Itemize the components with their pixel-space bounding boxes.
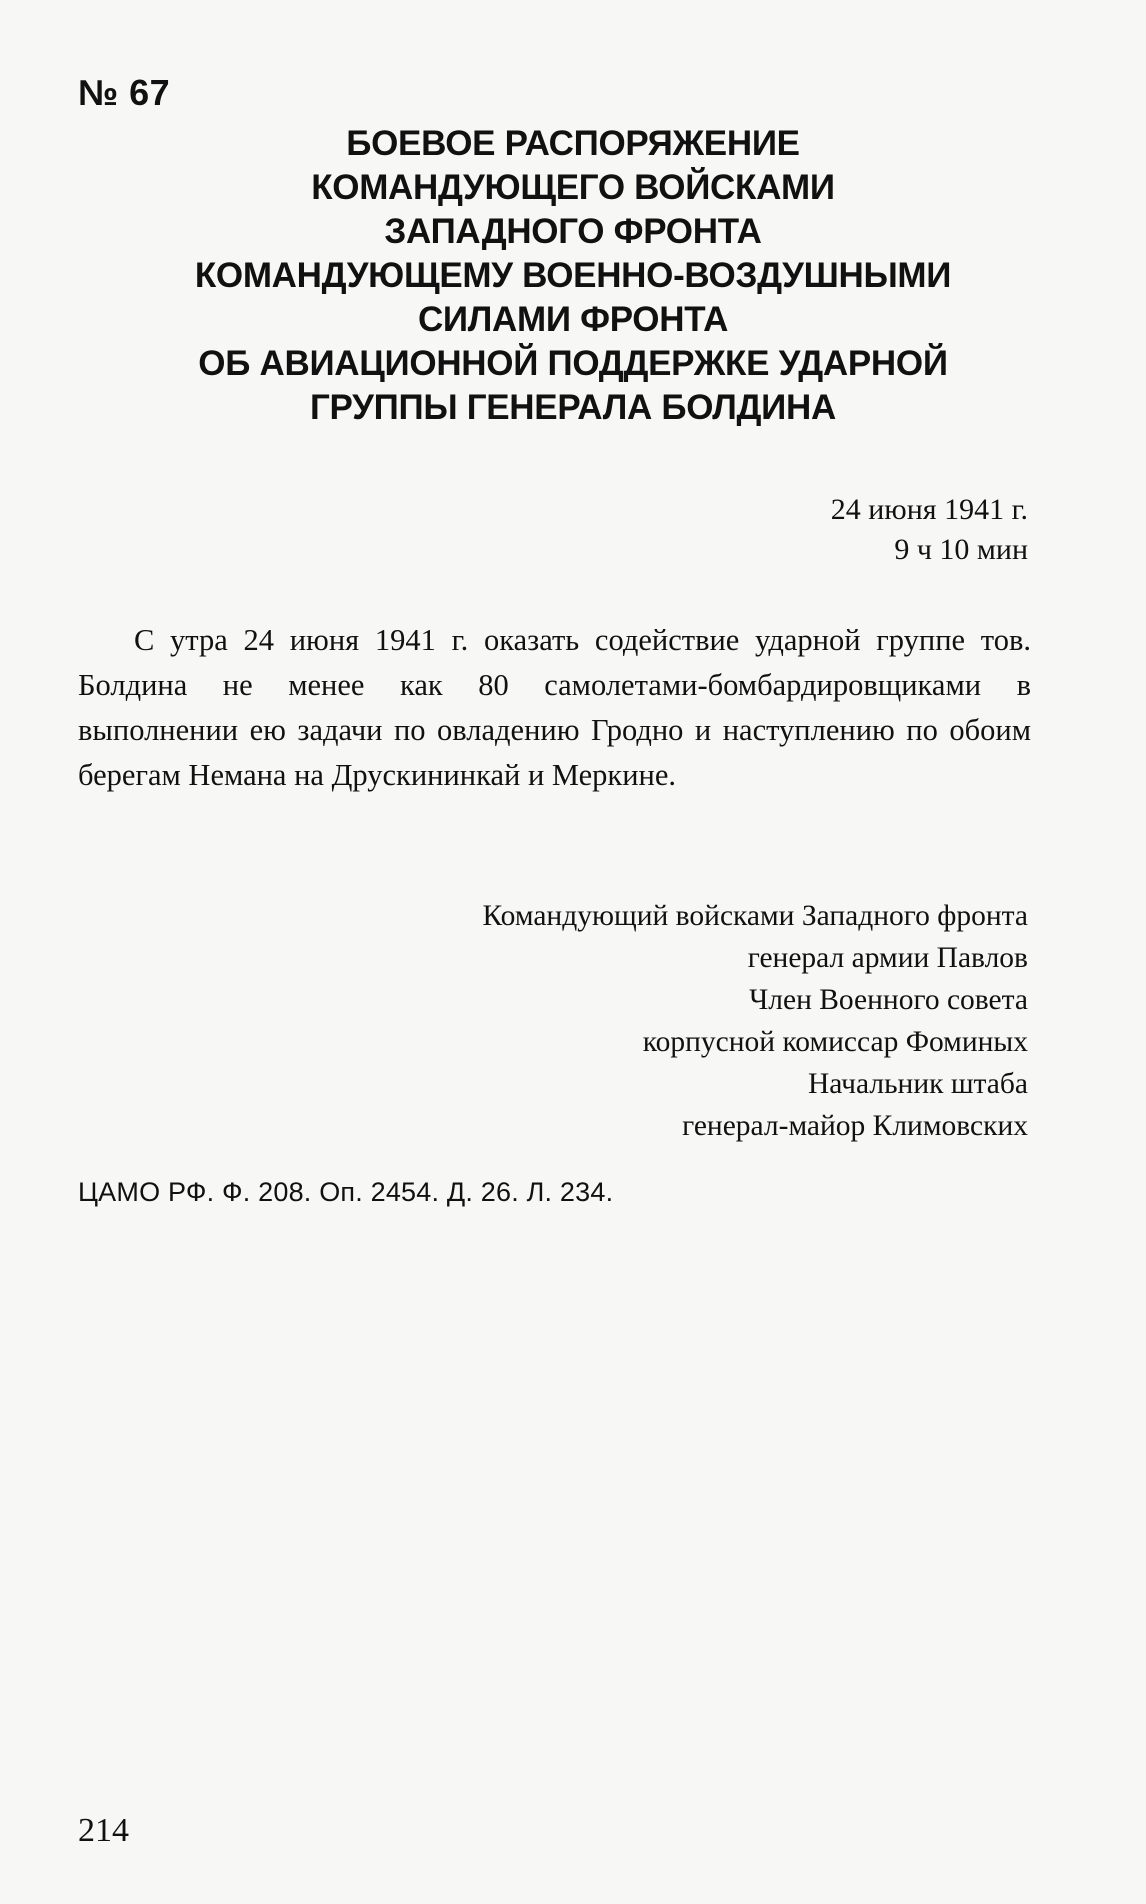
title-line: ОБ АВИАЦИОННОЙ ПОДДЕРЖКЕ УДАРНОЙ bbox=[198, 344, 948, 383]
title-line: БОЕВОЕ РАСПОРЯЖЕНИЕ bbox=[346, 124, 800, 163]
document-title bbox=[100, 122, 1046, 430]
signature-line: генерал-майор Климовских bbox=[682, 1110, 1028, 1142]
order-body-text: С утра 24 июня 1941 г. оказать содействие ударной группе тов. Болдина не менее как 80 самолетами-бомбардировщиками в выполнении ею задачи по овладению Гродно и наступлению по обоим берегам Немана на Друскининкай и Меркине. bbox=[78, 623, 1031, 792]
document-number: № 67 bbox=[78, 72, 171, 113]
date-time-block bbox=[831, 490, 1028, 570]
document-date: 24 июня 1941 г. bbox=[830, 493, 1028, 526]
title-line: ЗАПАДНОГО ФРОНТА bbox=[384, 212, 762, 251]
document-time: 9 ч 10 мин bbox=[894, 533, 1028, 566]
signature-line: корпусной комиссар Фоминых bbox=[642, 1026, 1028, 1058]
title-line: ГРУППЫ ГЕНЕРАЛА БОЛДИНА bbox=[310, 388, 836, 427]
page-number: 214 bbox=[78, 1812, 129, 1849]
title-line: СИЛАМИ ФРОНТА bbox=[417, 300, 729, 339]
signature-line: Начальник штаба bbox=[807, 1068, 1028, 1100]
signature-line: Член Военного совета bbox=[749, 984, 1028, 1016]
signature-line: Командующий войсками Западного фронта bbox=[482, 900, 1028, 932]
signature-block bbox=[482, 895, 1028, 1147]
title-line: КОМАНДУЮЩЕМУ ВОЕННО-ВОЗДУШНЫМИ bbox=[194, 256, 952, 295]
signature-line: генерал армии Павлов bbox=[747, 942, 1028, 974]
archive-reference: ЦАМО РФ. Ф. 208. Оп. 2454. Д. 26. Л. 234. bbox=[78, 1177, 614, 1207]
title-line: КОМАНДУЮЩЕГО ВОЙСКАМИ bbox=[311, 168, 835, 207]
